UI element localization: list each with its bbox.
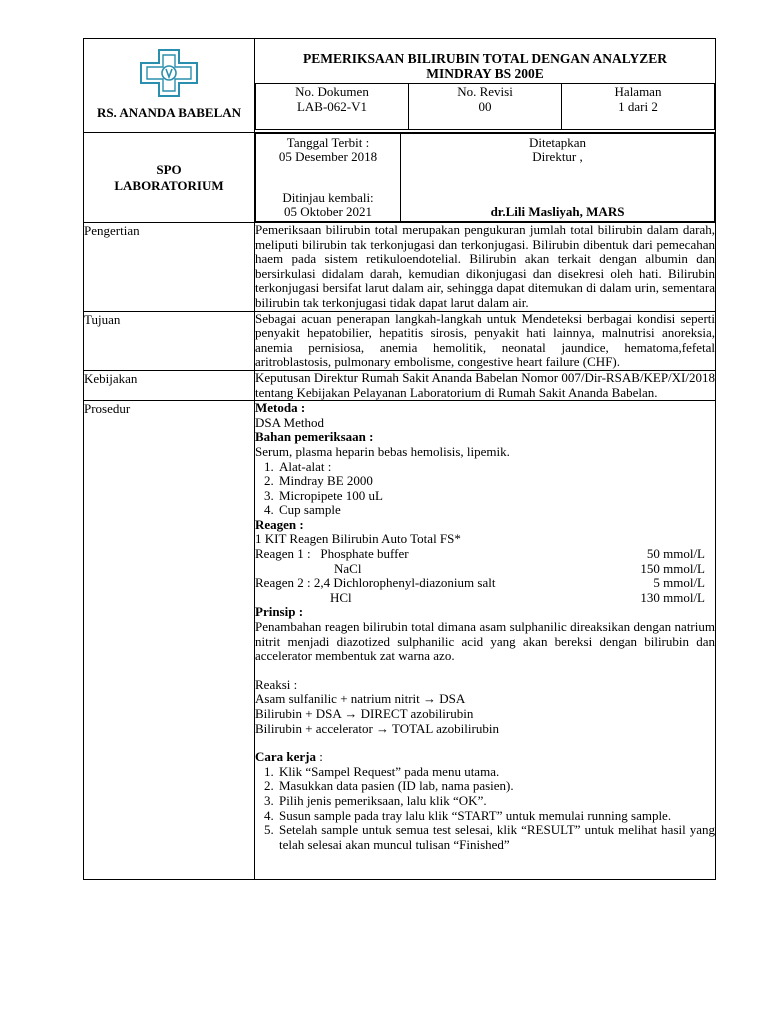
prinsip-text: Penambahan reagen bilirubin total dimana asam sulphanilic direaksikan dengan natrium nitrit menjadi diazotized sulphanilic acid yang akan bereksi dengan bilirubin dan accelerator membentuk zat warna azo. xyxy=(255,619,715,664)
metoda-value: DSA Method xyxy=(255,414,324,430)
cara-heading: Cara kerja : xyxy=(255,749,323,765)
list-item: 1. Alat-alat : xyxy=(277,460,715,475)
hospital-name: RS. ANANDA BABELAN xyxy=(96,105,242,120)
reagen-2-row: Reagen 2 : 2,4 Dichlorophenyl-diazonium salt 5 mmol/L xyxy=(255,575,705,591)
prinsip-heading: Prinsip : xyxy=(255,604,304,620)
list-item: 5. Setelah sample untuk semua test selesai, klik “RESULT” untuk melihat hasil yang telah selesai akan muncul tulisan “Finished” xyxy=(277,823,715,852)
spo-label-cell: SPO LABORATORIUM xyxy=(84,133,255,223)
reagen-heading: Reagen : xyxy=(255,516,304,532)
tujuan-text: Sebagai acuan penerapan langkah-langkah untuk Mendeteksi berbagai kondisi seperti penyakit hepatobilier, hepatitis sirosis, penyakit hati lainnya, malnutrisi anoreksia, anemia pernisiosa, anemia hemolitik, neonatal jaundice, hematoma,fefetal aritroblastosis, pulmonary embolisme, congestive heart failure (CHF). xyxy=(255,310,715,370)
list-item: 1. Klik “Sampel Request” pada menu utama. xyxy=(277,765,715,780)
reagen-2b-row: HCl 130 mmol/L xyxy=(330,589,705,605)
arrow-icon: → xyxy=(344,706,358,721)
reaksi-heading: Reaksi : xyxy=(255,676,298,692)
list-item: 2. Masukkan data pasien (ID lab, nama pasien). xyxy=(277,779,715,794)
document-title-cell xyxy=(255,39,716,133)
pengertian-text: Pemeriksaan bilirubin total merupakan pengukuran jumlah total bilirubin dalam darah, meliputi bilirubin tak terkonjugasi dan terkonjugasi. Bilirubin dibentuk dari pemecahan haem pada sistem retikuloendotelial. Bilirubin akan terkait dengan albumin dan bersirkulasi didalam darah, kemudian dikonjugasi dan disekresi oleh hati. Bilirubin terkonjugasi bersifat larut dalam air, sehingga dapat ditemukan di dalam urin, sementara bilirubin tak terkonjugasi tidak dapat larut dalam air. xyxy=(255,222,715,310)
list-item: 4. Cup sample xyxy=(277,503,715,518)
tujuan-label: Tujuan xyxy=(84,311,255,370)
bahan-value: Serum, plasma heparin bebas hemolisis, lipemik. xyxy=(255,443,510,459)
spo-document-table xyxy=(83,38,716,880)
kebijakan-label: Kebijakan xyxy=(84,370,255,400)
list-item: 3. Micropipete 100 uL xyxy=(277,489,715,504)
prosedur-label: Prosedur xyxy=(84,401,255,880)
cara-list xyxy=(255,765,715,853)
pengertian-label: Pengertian xyxy=(84,223,255,312)
list-item: 4. Susun sample pada tray lalu klik “START” untuk memulai running sample. xyxy=(277,809,715,824)
prosedur-content xyxy=(255,401,716,880)
reaksi-line: Bilirubin + DSA → DIRECT azobilirubin xyxy=(255,706,474,721)
reagen-kit: 1 KIT Reagen Bilirubin Auto Total FS* xyxy=(255,531,461,547)
hospital-cross-logo-icon xyxy=(134,47,204,99)
issue-date-cell: Tanggal Terbit : 05 Desember 2018 Ditinjau kembali: 05 Oktober 2021 xyxy=(256,134,401,222)
reagen-1-row: Reagen 1 : Phosphate buffer 50 mmol/L xyxy=(255,546,705,562)
arrow-icon: → xyxy=(376,720,390,736)
hospital-header-cell xyxy=(84,39,255,133)
doc-number-cell: No. Dokumen LAB-062-V1 xyxy=(256,84,409,130)
kebijakan-text: Keputusan Direktur Rumah Sakit Ananda Babelan Nomor 007/Dir-RSAB/KEP/XI/2018 tentang Kebijakan Pelayanan Laboratorium di Rumah Sakit Ananda Babelan. xyxy=(255,369,715,400)
list-item: 2. Mindray BE 2000 xyxy=(277,474,715,489)
approval-cell: Ditetapkan Direktur , dr.Lili Masliyah, MARS xyxy=(401,134,715,222)
revision-cell: No. Revisi 00 xyxy=(409,84,562,130)
list-item: 3. Pilih jenis pemeriksaan, lalu klik “OK”. xyxy=(277,794,715,809)
reaksi-line: Bilirubin + accelerator → TOTAL azobilirubin xyxy=(255,720,499,736)
reagen-1b-row: NaCl 150 mmol/L xyxy=(334,560,705,576)
page-cell: Halaman 1 dari 2 xyxy=(562,84,715,130)
document-title: PEMERIKSAAN BILIRUBIN TOTAL DENGAN ANALYZER MINDRAY BS 200E xyxy=(302,51,668,81)
bahan-heading: Bahan pemeriksaan : xyxy=(255,429,374,445)
arrow-icon: → xyxy=(423,691,436,707)
director-name: dr.Lili Masliyah, MARS xyxy=(490,204,625,219)
alat-list xyxy=(255,460,715,518)
spo-info-cell xyxy=(255,133,716,223)
metoda-heading: Metoda : xyxy=(255,400,306,416)
reaksi-line: Asam sulfanilic + natrium nitrit → DSA xyxy=(255,691,466,707)
